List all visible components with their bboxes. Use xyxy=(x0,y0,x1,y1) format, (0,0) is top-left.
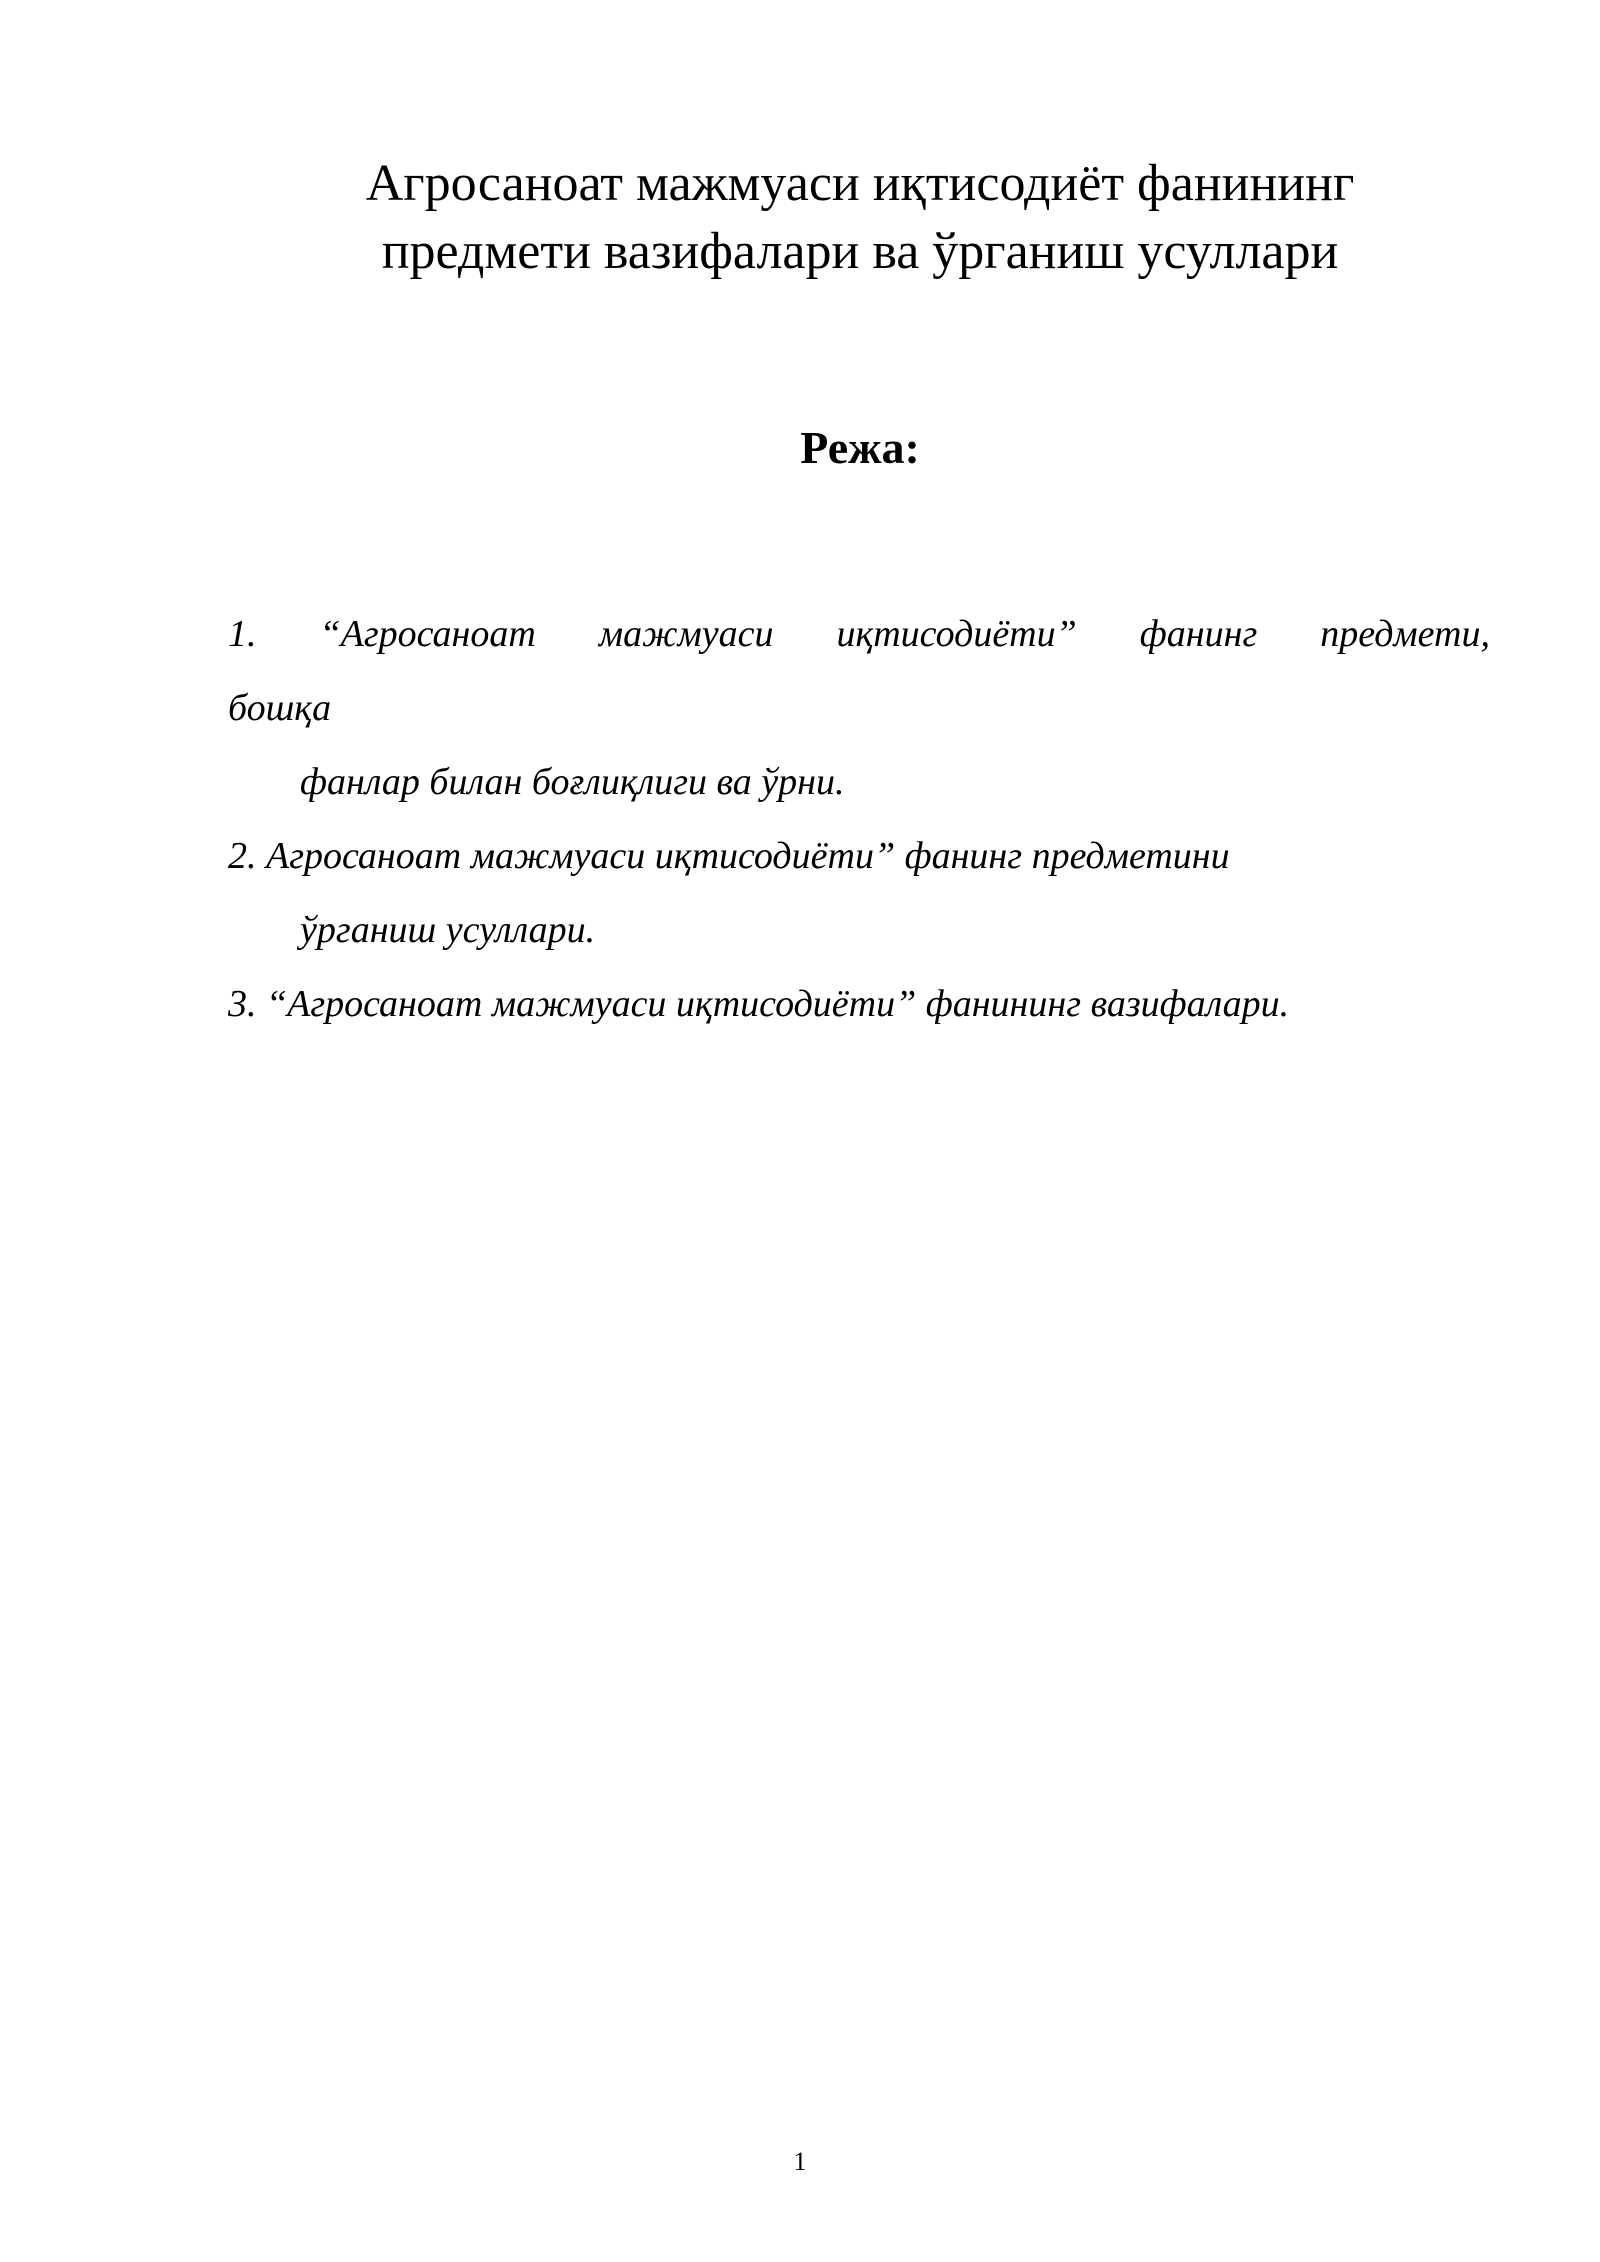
plan-item-1-word: предмети, xyxy=(1320,613,1490,655)
document-title xyxy=(230,150,1490,286)
plan-item-1-indented-line: фанлар билан боғлиқлиги ва ўрни. xyxy=(300,761,845,803)
plan-item-1-word: фанинг xyxy=(1139,613,1258,655)
document-title-line-2: предмети вазифалари ва ўрганиш усуллари xyxy=(381,223,1339,280)
plan-item-2-first-line: 2. Агросаноат мажмуаси иқтисодиёти” фанинг предметини xyxy=(228,835,1230,877)
plan-item-1-continuation: бошқа xyxy=(228,687,332,729)
plan-item-1-first-line xyxy=(228,597,1490,671)
plan-item-3-first-line: 3. “Агросаноат мажмуаси иқтисодиёти” фанининг вазифалари. xyxy=(228,983,1290,1025)
plan-item-2-indented-line: ўрганиш усуллари. xyxy=(300,909,596,951)
plan-item-1-word: 1. xyxy=(228,613,257,655)
plan-item-1 xyxy=(228,597,1490,819)
plan-item-2 xyxy=(228,819,1490,967)
page-number: 1 xyxy=(793,2147,807,2176)
plan-heading: Режа: xyxy=(800,422,920,473)
plan-item-1-word: мажмуаси xyxy=(598,613,774,655)
plan-item-3 xyxy=(228,967,1490,1041)
plan-item-1-word: “Агросаноат xyxy=(319,613,536,655)
plan-list xyxy=(228,597,1490,1041)
document-title-line-1: Агросаноат мажмуаси иқтисодиёт фанининг xyxy=(365,155,1355,212)
plan-item-1-word: иқтисодиёти” xyxy=(836,613,1077,655)
